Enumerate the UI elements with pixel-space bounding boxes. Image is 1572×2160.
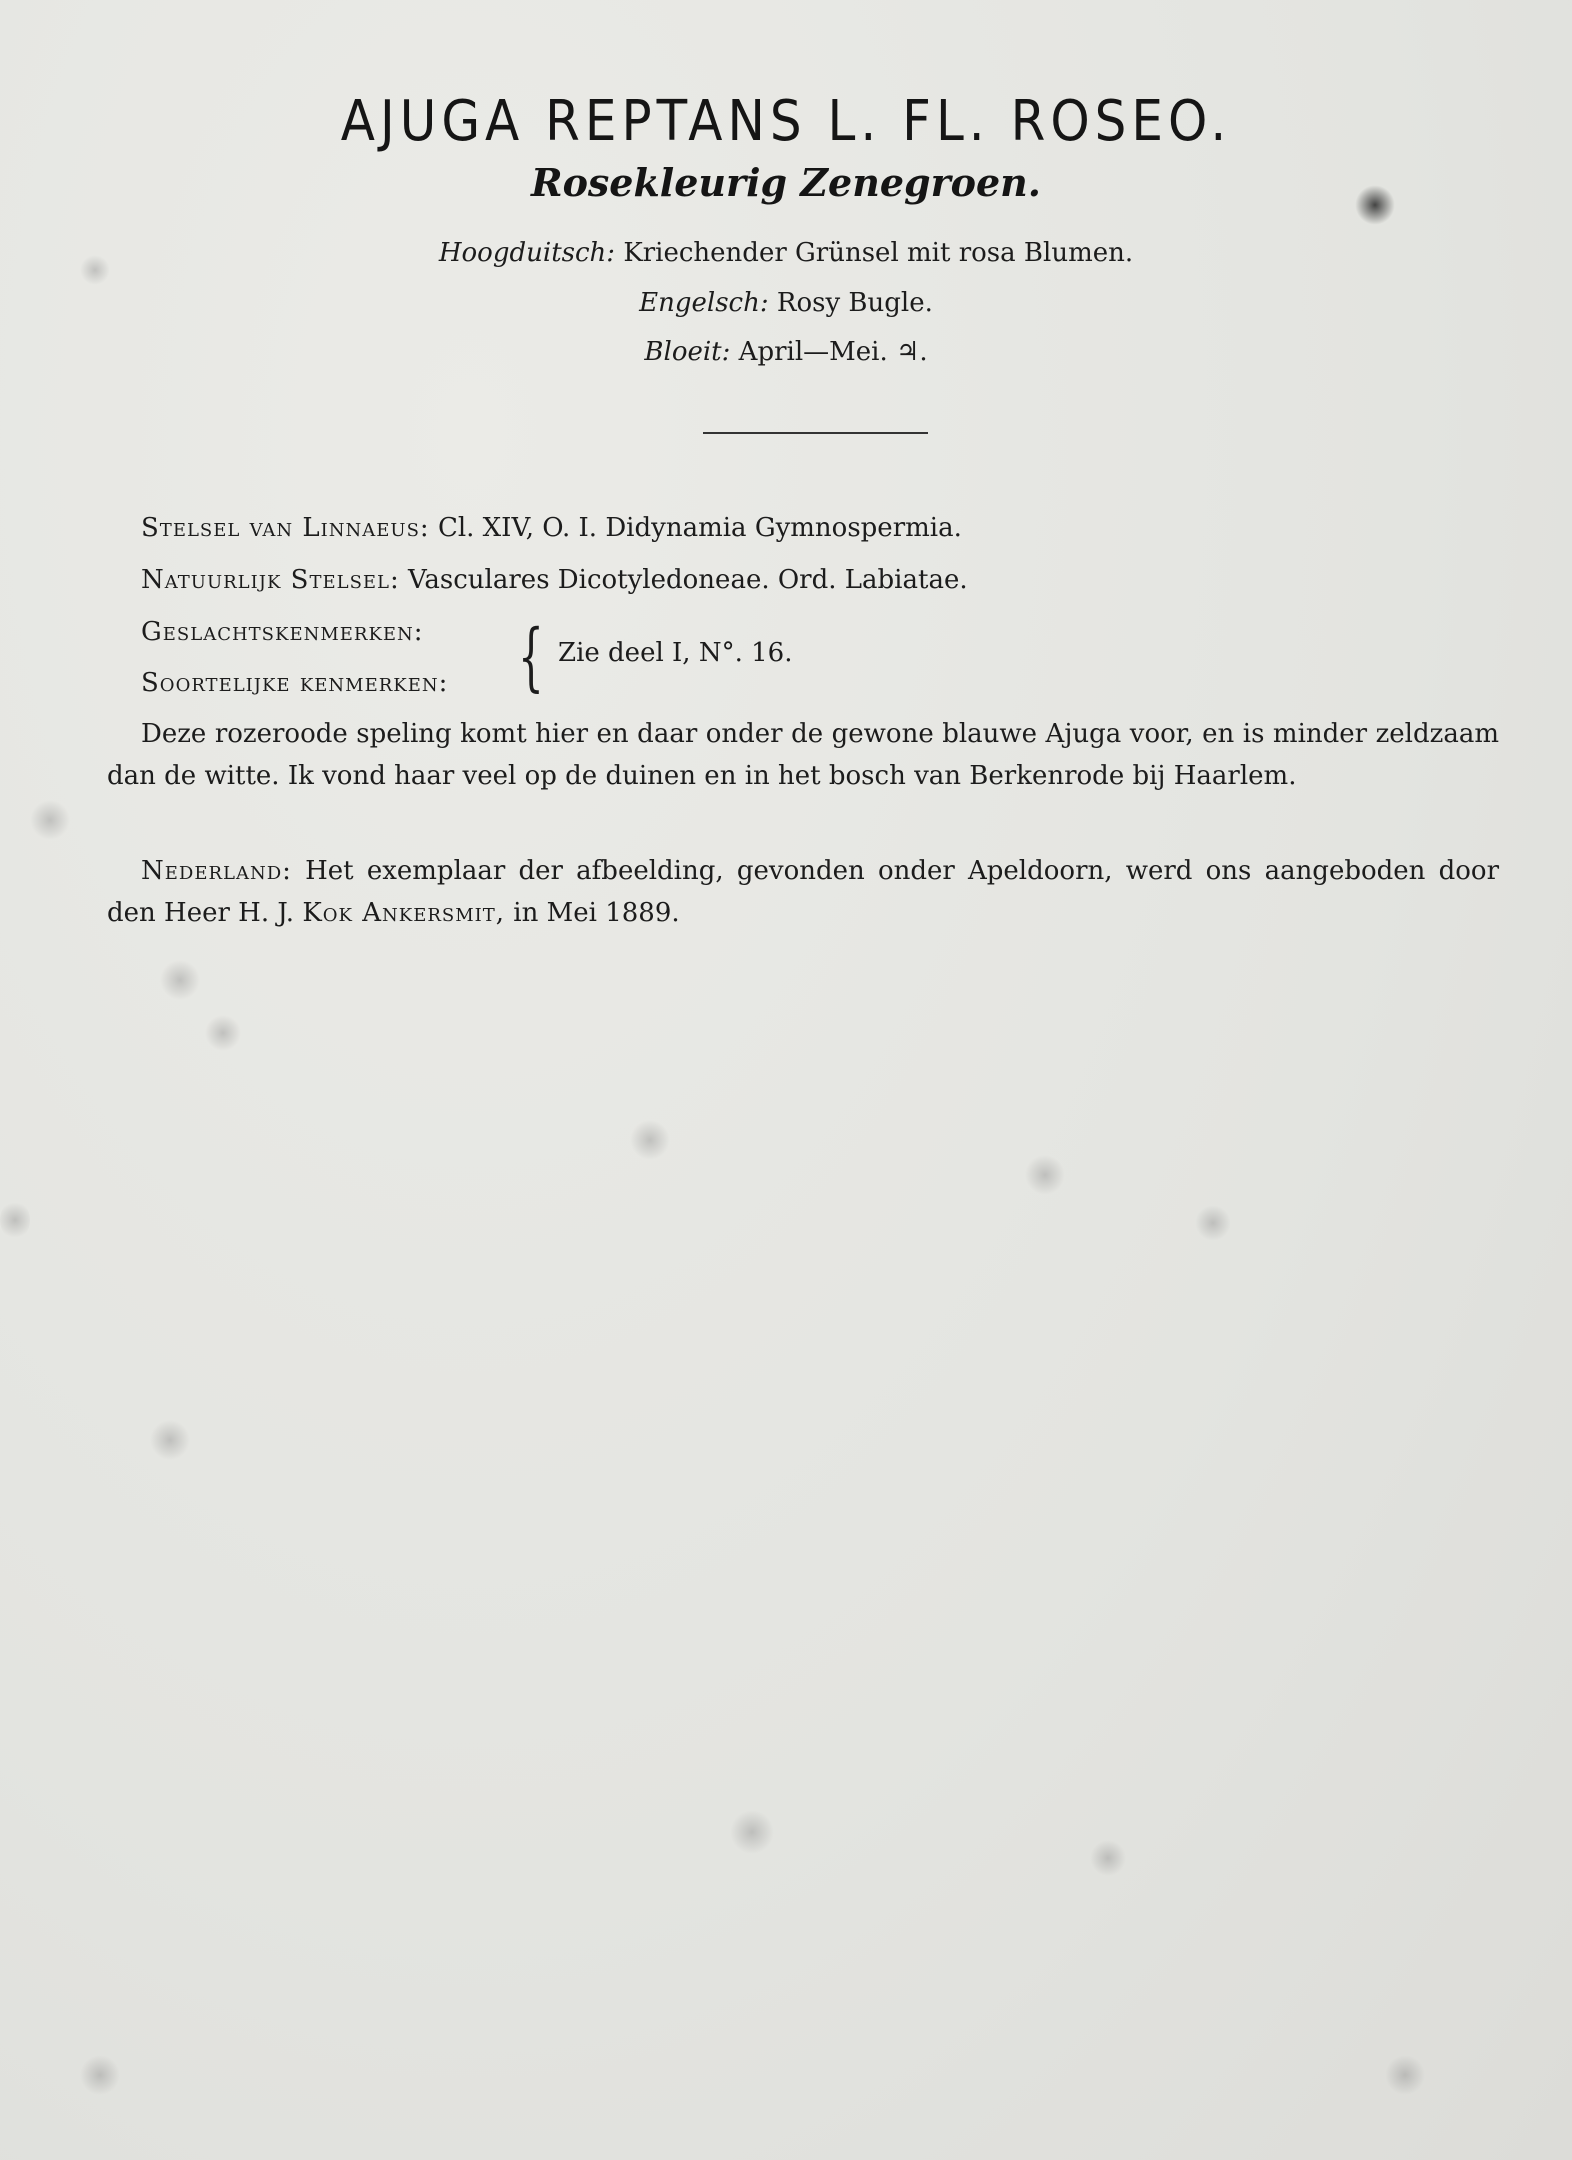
english-value: Rosy Bugle. [776, 288, 933, 318]
species-characters-label: Soortelijke kenmerken: [141, 668, 449, 698]
genus-characters-row [141, 617, 424, 647]
foxing-spot [730, 1810, 774, 1854]
german-value: Kriechender Grünsel mit rosa Blumen. [623, 238, 1134, 268]
foxing-spot [630, 1120, 670, 1160]
nederland-person: Kok Ankersmit, [302, 898, 506, 928]
foxing-spot [150, 1420, 190, 1460]
bloom-line [0, 337, 1572, 367]
linnaeus-label: Stelsel van Linnaeus: [141, 513, 430, 543]
reference-text: Zie deel I, N°. 16. [558, 638, 793, 668]
foxing-spot [1195, 1205, 1231, 1241]
divider-rule [703, 432, 928, 434]
nederland-text-after: in Mei 1889. [513, 898, 680, 928]
german-name-line [0, 238, 1572, 268]
species-characters-row [141, 668, 448, 698]
linnaeus-row [141, 513, 962, 543]
nederland-text-before: Het exemplaar der afbeelding, gevonden onder Apeldoorn, werd ons aangeboden door den Heer H. J. [107, 856, 1499, 928]
nederland-label: Nederland: [141, 856, 292, 886]
foxing-spot [80, 2055, 120, 2095]
foxing-spot [160, 960, 200, 1000]
german-label: Hoogduitsch: [438, 238, 616, 268]
foxing-spot [0, 1200, 30, 1240]
foxing-spot [1025, 1155, 1065, 1195]
nederland-paragraph [107, 850, 1499, 934]
bloom-label: Bloeit: [644, 337, 731, 367]
linnaeus-value: Cl. XIV, O. I. Didynamia Gymnospermia. [437, 513, 962, 543]
curly-brace-icon: { [518, 614, 544, 700]
natural-system-row [141, 565, 968, 595]
bloom-value: April—Mei. ♃. [738, 337, 928, 367]
foxing-spot [1090, 1840, 1126, 1876]
genus-characters-label: Geslachtskenmerken: [141, 617, 424, 647]
natural-system-label: Natuurlijk Stelsel: [141, 565, 400, 595]
english-name-line [0, 288, 1572, 318]
foxing-spot [205, 1015, 241, 1051]
english-label: Engelsch: [639, 288, 769, 318]
species-title: AJUGA REPTANS L. FL. ROSEO. [340, 88, 1232, 154]
foxing-spot [1385, 2055, 1425, 2095]
description-paragraph: Deze rozeroode speling komt hier en daar onder de gewone blauwe Ajuga voor, en is minder zeldzaam dan de witte. Ik vond haar veel op de duinen en in het bosch van Berkenrode bij Haarlem. [107, 719, 1499, 791]
common-name: Rosekleurig Zenegroen. [530, 160, 1041, 205]
natural-system-value: Vasculares Dicotyledoneae. Ord. Labiatae. [408, 565, 968, 595]
foxing-spot [30, 800, 70, 840]
